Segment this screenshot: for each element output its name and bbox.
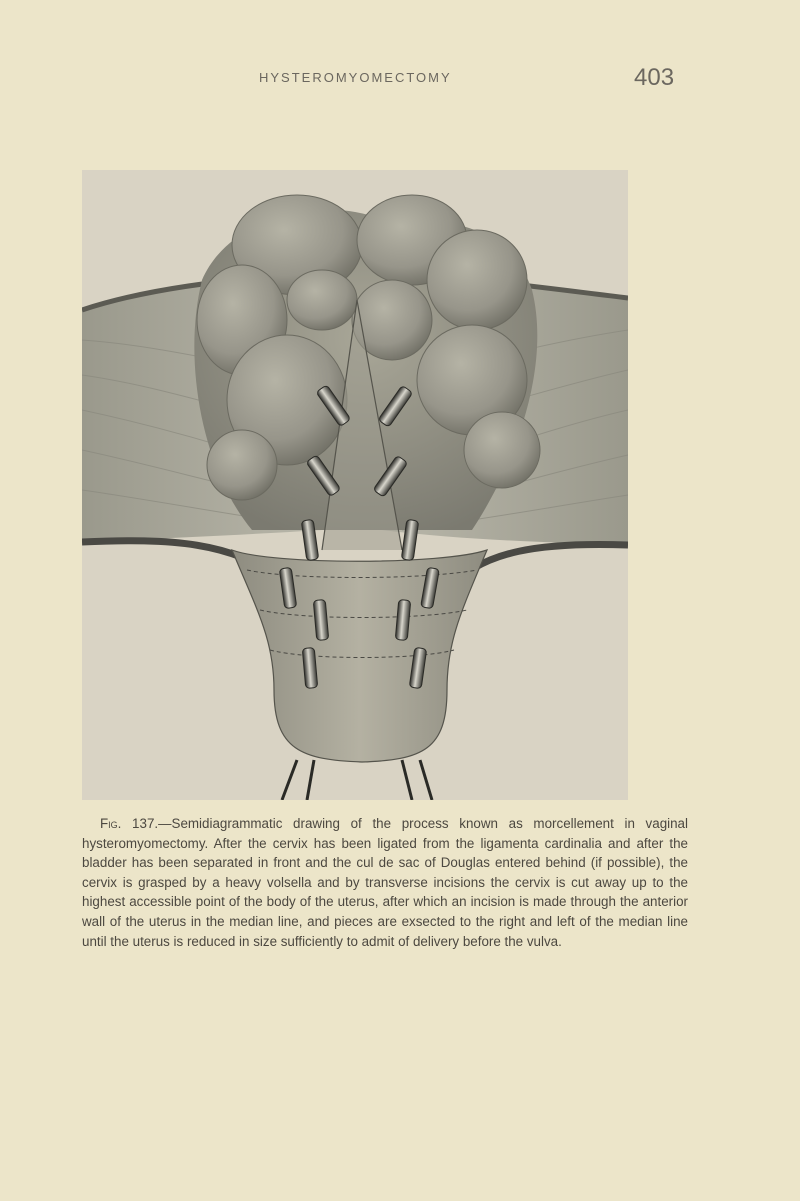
page-number: 403 xyxy=(634,64,675,91)
figure-label: Fig. 137. xyxy=(100,816,159,831)
running-title: HYSTEROMYOMECTOMY xyxy=(259,70,452,85)
caption-text: —Semidiagrammatic drawing of the process known as morcellement in vaginal hysteromyomectomy. After the cervix has been ligated from the ligamenta cardinalia and after the bladder has been separated in front and the cul de sac of Douglas entered behind (if possible), the cervix is grasped by a heavy volsella and by transverse incisions the cervix is cut away up to the highest accessible point of the body of the uterus, after which an incision is made through the anterior wall of the uterus in the median line, and pieces are exsected to the right and left of the median line until the uterus is reduced in size sufficiently to admit of delivery before the vulva. xyxy=(82,816,688,949)
figure-plate xyxy=(82,170,628,800)
uterus-illustration xyxy=(82,170,628,800)
figure-caption xyxy=(82,814,688,951)
